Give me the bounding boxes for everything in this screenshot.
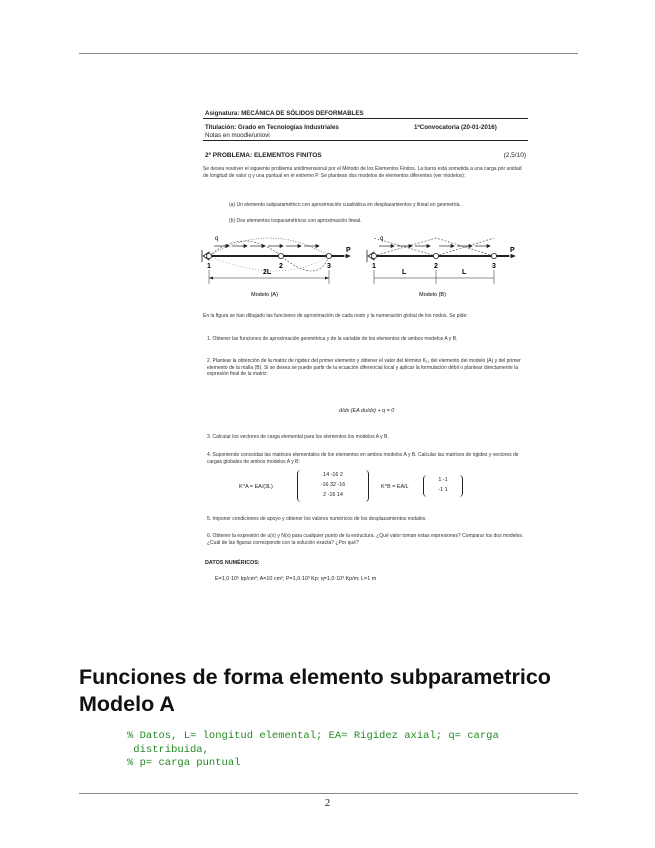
question-1: 1. Obtener las funciones de aproximación geométrica y de la variable de los elementos de ambos modelos A y B. (207, 336, 458, 342)
exam-header-line (203, 118, 528, 119)
item-a: (a) Un elemento subparamétrico con aproximación cuadrática en desplazamientos y lineal en geometría. (229, 202, 461, 208)
model-a-p-label: P (346, 247, 351, 254)
exam-notas: Notas en moodle/uniovi (205, 132, 270, 139)
matrix-b-label: K^B = EA/L (381, 484, 409, 490)
problem-score: (2,5/10) (503, 152, 526, 159)
model-a-diagram (202, 236, 351, 298)
equation-ode: d/dx (EA du/dx) + q = 0 (339, 408, 395, 414)
model-a-node-2: 2 (279, 263, 283, 270)
footer-rule (79, 793, 578, 794)
exam-header-line-2 (203, 140, 528, 141)
problem-title: 2º PROBLEMA: ELEMENTOS FINITOS (205, 152, 322, 159)
question-6: 6. Obtener la expresión de u(x) y N(x) para cualquier punto de la estructura. ¿Qué valor toman estas expresiones? Comparar los dos modelos. ¿Cuál de las figuras corresponde con la solución exacta? ¿Por qué? (207, 533, 524, 546)
model-a-node-1: 1 (207, 263, 211, 270)
model-a-q-label: q (215, 236, 219, 242)
model-b-node-3: 3 (492, 263, 496, 270)
question-4: 4. Suponiendo conocidas las matrices elementales de los elementos en ambos modelos A y B. Calcular las matrices de rigidez y vectores de cargas globales de ambos modelos A y B: (207, 452, 519, 465)
model-b-q-label: q (380, 236, 384, 242)
code-line: distribuida, (127, 743, 209, 756)
exam-asignatura: Asignatura: MECÁNICA DE SÓLIDOS DEFORMABLES (205, 110, 364, 117)
matrix-a-row: -16 32 -16 (320, 482, 346, 488)
figure-text: En la figura se han dibujado las funciones de aproximación de cada nodo y la numeración global de los nodos. Se pide: (203, 313, 468, 319)
model-b-node-2: 2 (434, 263, 438, 270)
problem-intro: Se desea resolver el siguiente problema unidimensional por el Método de los Elementos Finitos. La barra está sometida a una carga por unidad de longitud de valor q y una puntual en el extremo P. Se plantean dos modelos de elementos diferentes (ver modelos): (203, 166, 522, 179)
model-b-p-label: P (510, 247, 515, 254)
model-b-diagram (367, 236, 515, 298)
page-number: 2 (324, 797, 331, 809)
matrix-a-label: K^A = EA/(3L) (239, 484, 273, 490)
matrix-b-row: 1 -1 (438, 477, 448, 483)
model-b-length-2: L (462, 269, 467, 276)
exam-convocatoria: 1ªConvocatoria (20-01-2016) (414, 124, 497, 131)
section-title: Funciones de forma elemento subparametrico Modelo A (79, 665, 551, 716)
exam-titulacion: Titulación: Grado en Tecnologías Industriales (205, 124, 339, 131)
datos-values: E=1,0·10⁵ kp/cm²; A=10 cm²; P=1,0·10³ Kp; q=1,0·10³ Kp/m; L=1 m (215, 576, 377, 582)
beam-diagram (199, 226, 530, 304)
matrix-a-row: 14 -16 2 (323, 472, 343, 478)
item-b: (b) Dos elementos isoparamétricos con aproximación lineal. (229, 218, 362, 224)
model-a-node-3: 3 (327, 263, 331, 270)
header-rule (79, 53, 578, 54)
code-line: % Datos, L= longitud elemental; EA= Rigidez axial; q= carga (127, 730, 499, 742)
matrix-a-row: 2 -16 14 (323, 492, 343, 498)
question-2: 2. Plantear la obtención de la matriz de rigidez del primer elemento y obtener el valor del término K₁₁ del elemento del modelo (A) y del primer elemento de la malla (B). Si se desea se puede partir de la ecuación diferencial local y aplicar la formulación débil o plantear directamente la expresión final de la matriz: (207, 358, 521, 378)
exam-sheet-image (199, 108, 530, 590)
model-b-length-1: L (402, 269, 407, 276)
model-a-length: 2L (263, 269, 272, 276)
code-line: % p= carga puntual (127, 757, 241, 769)
matrix-b-row: -1 1 (438, 487, 448, 493)
code-block (127, 730, 547, 771)
question-3: 3. Calcular los vectores de carga elemental para los elementos los modelos A y B. (207, 434, 389, 440)
matrix-a (297, 470, 369, 502)
model-b-node-1: 1 (372, 263, 376, 270)
model-a-caption: Modelo (A) (251, 292, 278, 298)
model-b-caption: Modelo (B) (419, 292, 446, 298)
question-5: 5. Imponer condiciones de apoyo y obtener los valores numéricos de los desplazamientos nodales. (207, 516, 427, 522)
datos-title: DATOS NUMÉRICOS: (205, 560, 260, 566)
matrix-b (423, 475, 463, 497)
